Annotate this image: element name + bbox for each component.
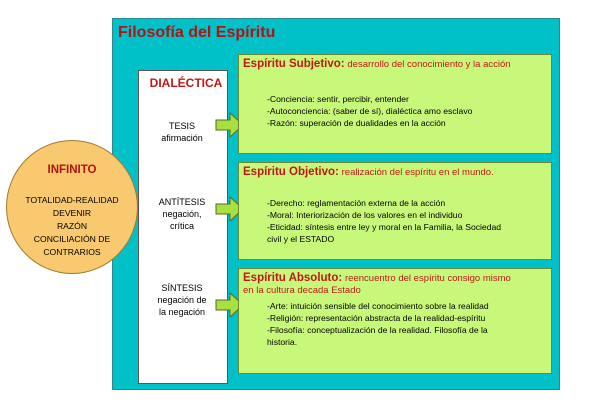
list-item: -Autoconciencia: (saber de sí), dialéctica amo esclavo <box>267 106 473 116</box>
box-title-line <box>243 166 494 179</box>
box-subtitle-continued: en la cultura decada Estado <box>243 285 361 296</box>
box-espiritu-objetivo <box>238 162 552 260</box>
list-item: -Eticidad: síntesis entre ley y moral en la Familia, la Sociedad <box>267 222 502 232</box>
box-items <box>267 93 472 129</box>
infinito-line: CONCILIACIÓN DE <box>33 234 111 244</box>
infinito-line: RAZÓN <box>56 221 88 231</box>
list-item: -Filosofía: conceptualización de la realidad. Filosofía de la <box>267 325 488 335</box>
box-title: Espíritu Subjetivo: <box>243 58 345 70</box>
box-subtitle: desarrollo del conocimiento y la acción <box>347 59 511 70</box>
stage-line: afirmación <box>161 133 203 143</box>
box-espiritu-subjetivo <box>238 54 552 154</box>
list-item: -Religión: representación abstracta de la realidad-espíritu <box>267 313 486 323</box>
stage-line: negación de <box>157 295 207 305</box>
list-item: -Arte: intuición sensible del conocimiento sobre la realidad <box>267 301 489 311</box>
stage-line: negación, <box>162 209 202 219</box>
stage-antitesis <box>140 196 224 232</box>
box-subtitle: reencuentro del espíritu consigo mismo <box>345 273 511 284</box>
box-title: Espíritu Absoluto: <box>243 272 343 284</box>
list-item: -Derecho: reglamentación externa de la acción <box>267 198 446 208</box>
list-item: civil y el ESTADO <box>267 234 335 244</box>
diagram-title: Filosofía del Espíritu <box>118 24 276 41</box>
list-item: historia. <box>267 337 298 347</box>
dialectica-title: DIALÉCTICA <box>149 76 223 90</box>
stage-line: ANTÍTESIS <box>158 197 206 207</box>
infinito-title: INFINITO <box>47 164 97 176</box>
stage-sintesis <box>140 282 224 318</box>
stage-tesis <box>140 120 224 144</box>
infinito-lines <box>6 194 138 259</box>
infinito-line: CONTRARIOS <box>43 247 101 257</box>
box-subtitle: realización del espíritu en el mundo. <box>341 167 494 178</box>
box-title: Espíritu Objetivo: <box>243 166 339 178</box>
stage-line: la negación <box>158 307 206 317</box>
box-espiritu-absoluto <box>238 268 552 374</box>
list-item: -Razón: superación de dualidades en la acción <box>267 118 446 128</box>
stage-line: SÍNTESIS <box>161 283 203 293</box>
stage-line: TESIS <box>168 121 195 131</box>
box-title-line <box>243 272 511 285</box>
stage-line: crítica <box>169 221 194 231</box>
box-title-line <box>243 58 511 71</box>
list-item: -Conciencia: sentir, percibir, entender <box>267 94 409 104</box>
box-items <box>267 300 489 348</box>
infinito-line: DEVENIR <box>52 208 92 218</box>
box-items <box>267 197 501 245</box>
list-item: -Moral: Interiorización de los valores en el individuo <box>267 210 463 220</box>
infinito-line: TOTALIDAD-REALIDAD <box>25 195 119 205</box>
